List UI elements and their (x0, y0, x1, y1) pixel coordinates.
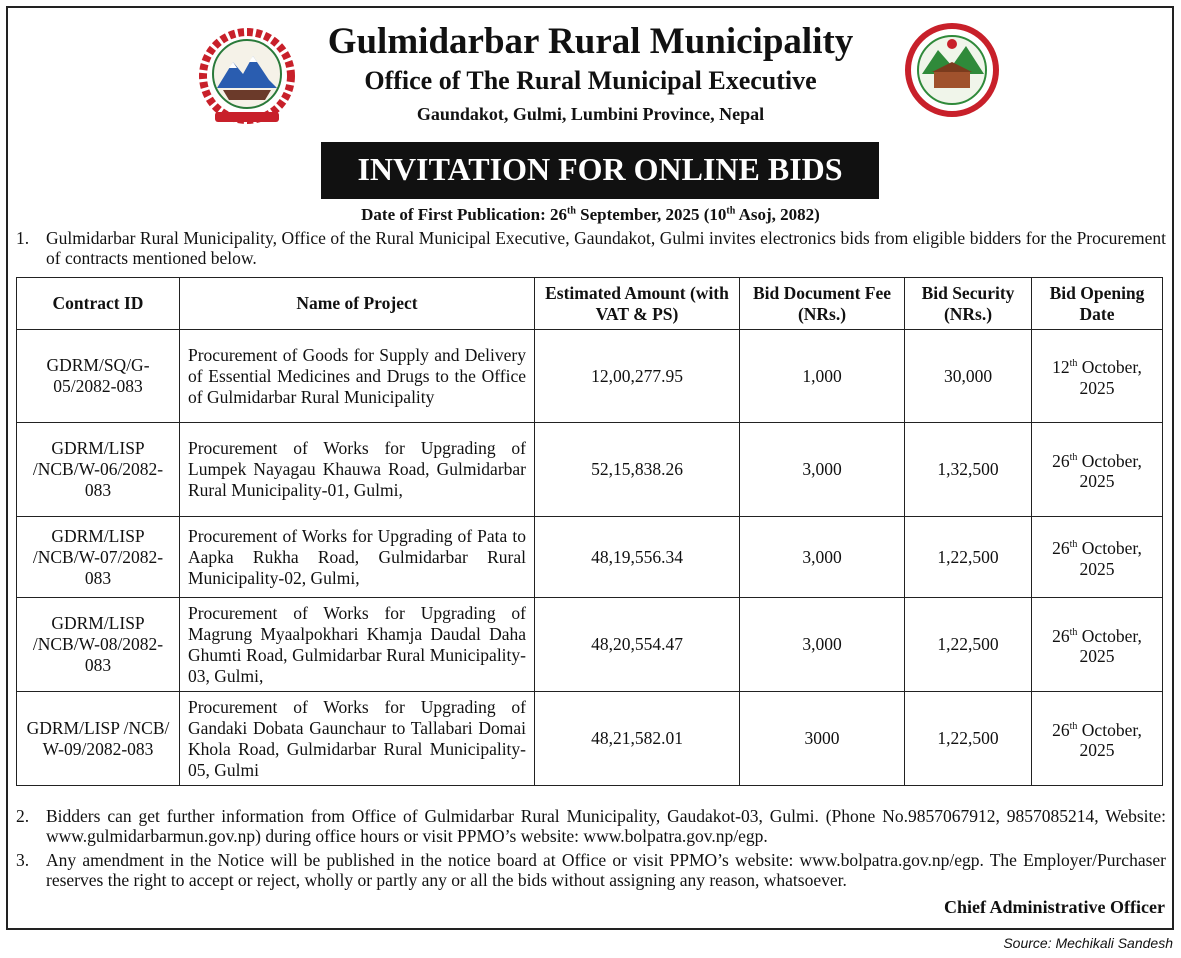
project-name: Procurement of Works for Upgrading of Magrung Myaalpokhari Khamja Daudal Daha Ghumti Road, Gulmidarbar Rural Municipality-03, Gulmi, (180, 598, 535, 692)
bid-security: 1,22,500 (905, 692, 1032, 786)
header-contract-id: Contract ID (17, 278, 180, 330)
project-name: Procurement of Works for Upgrading of Pata to Aapka Rukha Road, Gulmidarbar Rural Municipality-02, Gulmi, (180, 517, 535, 598)
document-fee: 3,000 (740, 423, 905, 517)
source-credit: Source: Mechikali Sandesh (1003, 935, 1173, 951)
project-name: Procurement of Works for Upgrading of Gandaki Dobata Gaunchaur to Tallabari Domai Khola Road, Gulmidarbar Rural Municipality-05, Gulmi (180, 692, 535, 786)
table-row (17, 692, 1163, 786)
table-row (17, 517, 1163, 598)
notice-banner: INVITATION FOR ONLINE BIDS (321, 142, 879, 199)
opening-date: 26th October, 2025 (1032, 423, 1163, 517)
document-fee: 3000 (740, 692, 905, 786)
paragraph-3: 3. Any amendment in the Notice will be published in the notice board at Office or visit PPMO’s website: www.bolpatra.gov.np/egp. The Employer/Purchaser reserves the right to accept or reject, wholly or partly any or all the bids without assigning any reason, whatsoever. (16, 850, 1166, 890)
office-subtitle: Office of The Rural Municipal Executive (364, 66, 817, 95)
header-bid-security: Bid Security (NRs.) (905, 278, 1032, 330)
contract-id: GDRM/LISP /NCB/W-08/2082-083 (17, 598, 180, 692)
table-row (17, 598, 1163, 692)
bid-security: 1,32,500 (905, 423, 1032, 517)
contract-id: GDRM/LISP /NCB/W-07/2082-083 (17, 517, 180, 598)
document-fee: 3,000 (740, 517, 905, 598)
address-line: Gaundakot, Gulmi, Lumbini Province, Nepal (416, 104, 765, 124)
document-fee: 3,000 (740, 598, 905, 692)
table-row (17, 423, 1163, 517)
contract-id: GDRM/SQ/G-05/2082-083 (17, 330, 180, 423)
header-project-name: Name of Project (180, 278, 535, 330)
estimated-amount: 12,00,277.95 (535, 330, 740, 423)
estimated-amount: 52,15,838.26 (535, 423, 740, 517)
municipality-title: Gulmidarbar Rural Municipality (327, 21, 854, 62)
bid-security: 30,000 (905, 330, 1032, 423)
estimated-amount: 48,20,554.47 (535, 598, 740, 692)
contract-id: GDRM/LISP /NCB/W-06/2082-083 (17, 423, 180, 517)
paragraph-2: 2. Bidders can get further information from Office of Gulmidarbar Rural Municipality, Gaudakot-03, Gulmi. (Phone No.9857067912, 9857085214, Website: www.gulmidarbarmun.gov.np) during office hours or visit PPMO’s website: www.bolpatra.gov.np/egp. (16, 806, 1166, 846)
project-name: Procurement of Works for Upgrading of Lumpek Nayagau Khauwa Road, Gulmidarbar Rural Municipality-01, Gulmi, (180, 423, 535, 517)
opening-date: 26th October, 2025 (1032, 692, 1163, 786)
bid-security: 1,22,500 (905, 517, 1032, 598)
bid-security: 1,22,500 (905, 598, 1032, 692)
contract-id: GDRM/LISP /NCB/ W-09/2082-083 (17, 692, 180, 786)
header-estimated-amount: Estimated Amount (with VAT & PS) (535, 278, 740, 330)
estimated-amount: 48,19,556.34 (535, 517, 740, 598)
paragraph-1: 1. Gulmidarbar Rural Municipality, Office of the Rural Municipal Executive, Gaundakot, Gulmi invites electronics bids from eligible bidders for the Procurement of contracts mentioned below. (16, 228, 1166, 268)
signature-title: Chief Administrative Officer (944, 897, 1165, 917)
opening-date: 12th October, 2025 (1032, 330, 1163, 423)
header-document-fee: Bid Document Fee (NRs.) (740, 278, 905, 330)
opening-date: 26th October, 2025 (1032, 517, 1163, 598)
header-opening-date: Bid Opening Date (1032, 278, 1163, 330)
table-header-row (17, 278, 1163, 330)
document-fee: 1,000 (740, 330, 905, 423)
bids-table (16, 277, 1163, 786)
project-name: Procurement of Goods for Supply and Delivery of Essential Medicines and Drugs to the Office of Gulmidarbar Rural Municipality (180, 330, 535, 423)
opening-date: 26th October, 2025 (1032, 598, 1163, 692)
publication-date: Date of First Publication: 26th September, 2025 (10th Asoj, 2082) (361, 205, 820, 224)
estimated-amount: 48,21,582.01 (535, 692, 740, 786)
table-row (17, 330, 1163, 423)
